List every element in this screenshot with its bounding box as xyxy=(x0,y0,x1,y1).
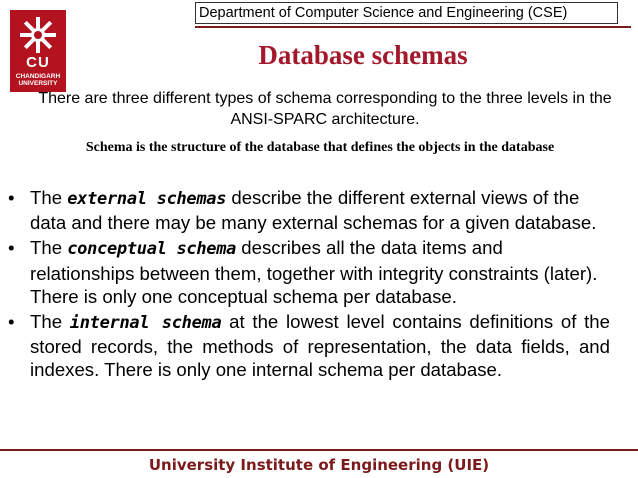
university-logo xyxy=(10,10,66,92)
logo-cu-text: CU xyxy=(26,54,50,71)
footer-institute: University Institute of Engineering (UIE) xyxy=(148,456,490,474)
term-conceptual-schema: conceptual schema xyxy=(67,239,237,260)
bullet-marker: • xyxy=(8,237,15,259)
footer-divider xyxy=(0,449,638,451)
bullet-marker: • xyxy=(8,311,15,333)
schema-definition: Schema is the structure of the database that defines the objects in the database xyxy=(85,140,555,155)
term-internal-schema: internal schema xyxy=(69,313,222,334)
bullet-internal-schema: • The internal schema at the lowest level contains definitions of the stored records, the methods of representation, the data fields, and indexes. There is only one internal schema per database. xyxy=(8,311,610,381)
bullet-external-schemas: • The external schemas describe the different external views of the data and there may be many external schemas for a given database. xyxy=(8,187,597,234)
header-divider xyxy=(195,26,631,28)
slide-title: Database schemas xyxy=(258,40,468,70)
bullet-conceptual-schema: • The conceptual schema describes all the data items and relationships between them, together with integrity constraints (later). There is only one conceptual schema per database. xyxy=(8,237,598,307)
bullet-list xyxy=(6,186,610,384)
department-header: Department of Computer Science and Engineering (CSE) xyxy=(195,2,618,24)
logo-university-name: CHANDIGARH UNIVERSITY xyxy=(15,73,61,87)
intro-text: There are three different types of schema corresponding to the three levels in the ANSI-SPARC architecture. xyxy=(38,90,612,128)
term-external-schemas: external schemas xyxy=(67,189,227,209)
bullet-marker: • xyxy=(8,187,15,208)
university-emblem-icon xyxy=(18,15,58,55)
